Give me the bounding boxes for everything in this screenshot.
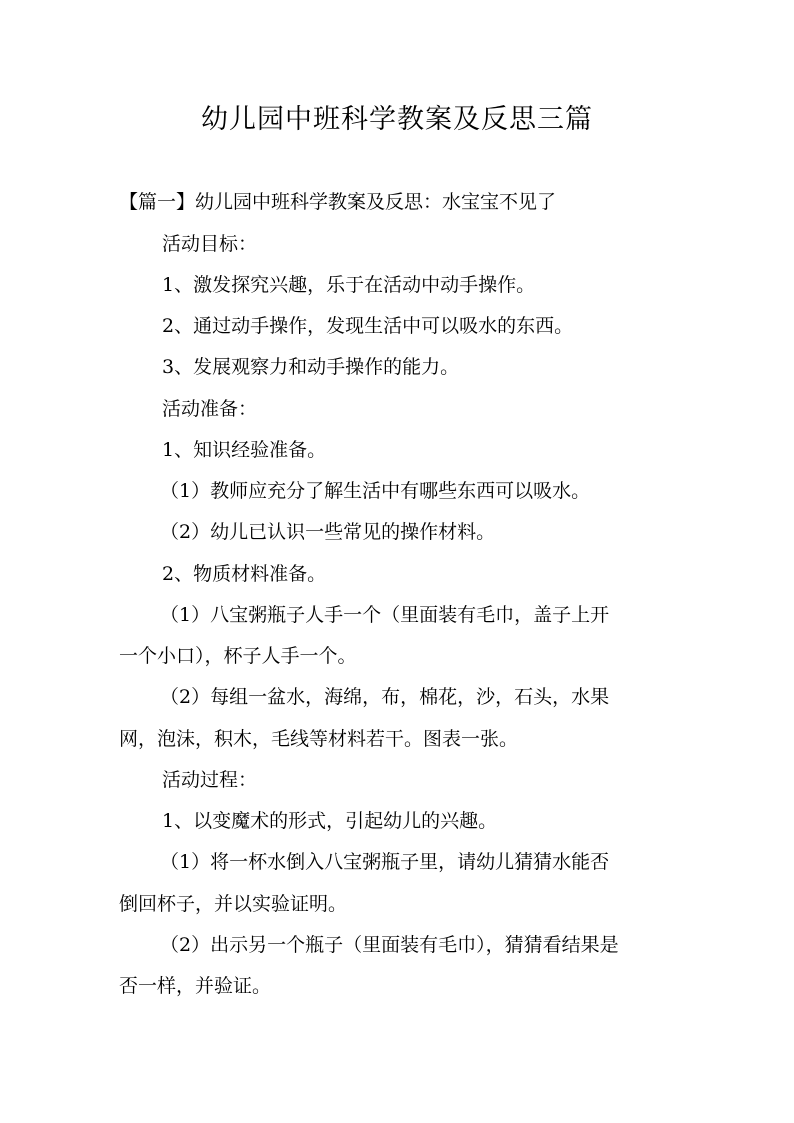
paragraph-line: 3、发展观察力和动手操作的能力。 <box>162 356 460 378</box>
paragraph-line: 网，泡沫，积木，毛线等材料若干。图表一张。 <box>119 728 519 750</box>
paragraph-line: （2）每组一盆水，海绵，布，棉花，沙，石头，水果 <box>160 686 610 708</box>
document-title: 幼儿园中班科学教案及反思三篇 <box>201 104 593 135</box>
paragraph-line: 倒回杯子，并以实验证明。 <box>119 893 348 915</box>
paragraph-line: 2、物质材料准备。 <box>162 563 327 585</box>
paragraph-line: 一个小口），杯子人手一个。 <box>119 645 357 667</box>
paragraph-line: （1）将一杯水倒入八宝粥瓶子里，请幼儿猜猜水能否 <box>160 851 610 873</box>
paragraph-line: （1）八宝粥瓶子人手一个（里面装有毛巾，盖子上开 <box>160 604 610 626</box>
paragraph-line: 1、以变魔术的形式，引起幼儿的兴趣。 <box>162 810 498 832</box>
paragraph-line: 否一样，并验证。 <box>119 975 272 997</box>
paragraph-line: 活动目标： <box>162 233 258 255</box>
paragraph-line: （2）出示另一个瓶子（里面装有毛巾），猜猜看结果是 <box>160 934 619 956</box>
paragraph-line: 1、知识经验准备。 <box>162 439 327 461</box>
paragraph-line: （1）教师应充分了解生活中有哪些东西可以吸水。 <box>160 480 591 502</box>
paragraph-line: 活动准备： <box>162 398 258 420</box>
paragraph-line: 活动过程： <box>162 769 258 791</box>
paragraph-line: （2）幼儿已认识一些常见的操作材料。 <box>160 521 496 543</box>
section-heading: 【篇一】幼儿园中班科学教案及反思：水宝宝不见了 <box>119 191 557 213</box>
paragraph-line: 1、激发探究兴趣，乐于在活动中动手操作。 <box>162 274 536 296</box>
paragraph-line: 2、通过动手操作，发现生活中可以吸水的东西。 <box>162 315 574 337</box>
